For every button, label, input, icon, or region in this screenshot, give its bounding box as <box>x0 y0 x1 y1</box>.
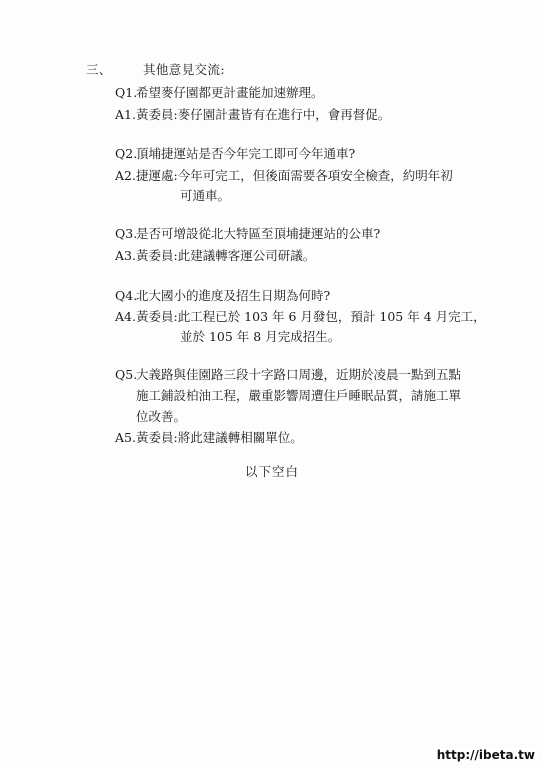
question-label: Q2. <box>115 146 138 161</box>
answer-text: 黃委員:此建議轉客運公司研議。 <box>136 248 316 263</box>
answer-text: 捷運處:今年可完工，但後面需要各項安全檢查，約明年初 <box>136 168 453 183</box>
answer-text: 黃委員:麥仔園計畫皆有在進行中，會再督促。 <box>136 107 391 122</box>
question-text-continued: 位改善。 <box>136 409 187 424</box>
section-number: 三、 <box>86 62 112 77</box>
answer-label: A3. <box>115 248 136 263</box>
answer-text: 黃委員:將此建議轉相關單位。 <box>136 430 303 445</box>
answer-text: 黃委員:此工程已於 103 年 6 月發包，預計 105 年 4 月完工， <box>136 309 486 324</box>
answer-label: A5. <box>115 430 136 445</box>
answer-text-continued: 並於 105 年 8 月完成招生。 <box>180 329 341 344</box>
question-text: 希望麥仔園都更計畫能加速辦理。 <box>136 85 324 100</box>
section-title: 其他意見交流: <box>143 62 226 77</box>
question-label: Q4. <box>115 288 138 303</box>
question-text: 大義路與佳園路三段十字路口周邊，近期於凌晨一點到五點 <box>136 367 462 382</box>
question-text: 是否可增設從北大特區至頂埔捷運站的公車? <box>136 226 381 241</box>
answer-label: A2. <box>115 168 136 183</box>
watermark-url: http://ibeta.tw <box>436 748 535 762</box>
question-text-continued: 施工鋪設柏油工程，嚴重影響周遭住戶睡眠品質，請施工單 <box>136 388 462 403</box>
question-text: 北大國小的進度及招生日期為何時? <box>136 288 331 303</box>
question-label: Q5. <box>115 367 138 382</box>
answer-label: A1. <box>115 107 136 122</box>
answer-text-continued: 可通車。 <box>180 188 231 203</box>
end-of-content-note: 以下空白 <box>245 464 300 479</box>
question-label: Q1. <box>115 85 138 100</box>
answer-label: A4. <box>115 309 136 324</box>
question-label: Q3. <box>115 226 138 241</box>
question-text: 頂埔捷運站是否今年完工即可今年通車? <box>136 146 356 161</box>
